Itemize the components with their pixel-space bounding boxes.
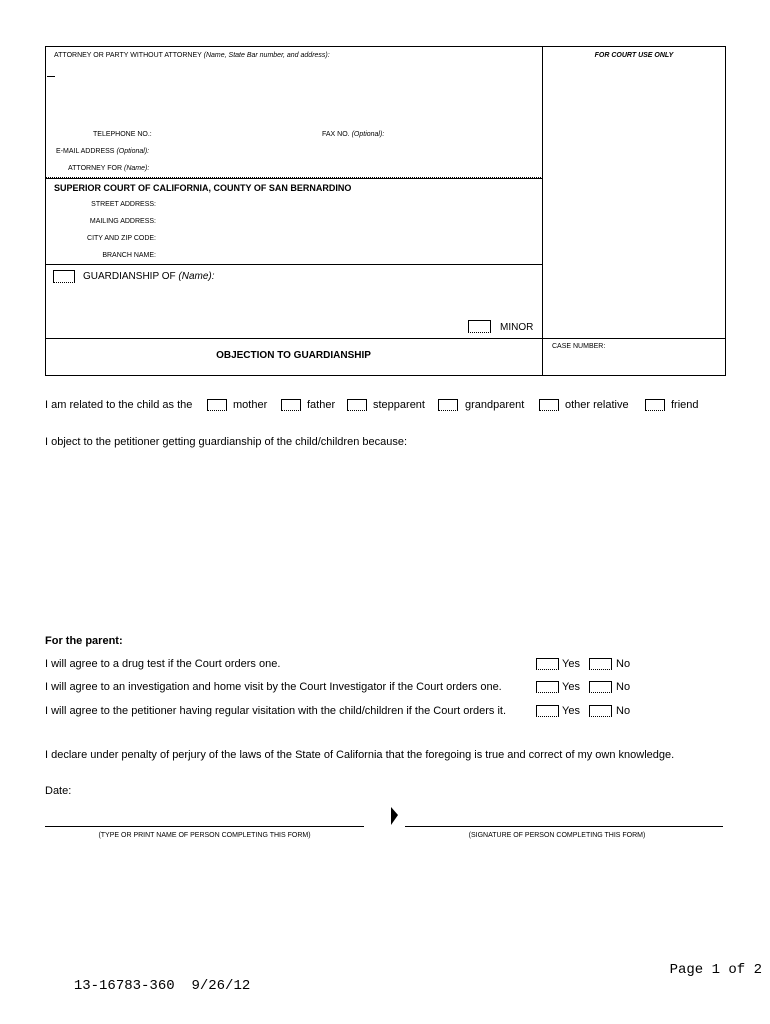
mailing-address-field[interactable] bbox=[160, 216, 538, 227]
court-use-label: FOR COURT USE ONLY bbox=[594, 52, 674, 59]
case-number-field[interactable] bbox=[548, 353, 720, 371]
mother-label: mother bbox=[233, 399, 268, 411]
guardianship-name-field[interactable] bbox=[220, 269, 538, 313]
city-zip-field[interactable] bbox=[160, 233, 538, 244]
fax-field[interactable] bbox=[393, 129, 538, 140]
parent-heading: For the parent: bbox=[45, 635, 123, 647]
friend-label: friend bbox=[671, 399, 699, 411]
printed-name-caption: (TYPE OR PRINT NAME OF PERSON COMPLETING THIS FORM) bbox=[98, 832, 311, 839]
drug-test-yes-label: Yes bbox=[562, 658, 580, 670]
visitation-no-label: No bbox=[616, 705, 631, 717]
signature-field[interactable] bbox=[405, 806, 723, 826]
drug-test-no-label: No bbox=[616, 658, 631, 670]
minor-label: MINOR bbox=[500, 322, 534, 333]
guardianship-checkbox[interactable] bbox=[53, 270, 75, 283]
visitation-yes-label: Yes bbox=[562, 705, 580, 717]
printed-name-field[interactable] bbox=[45, 806, 364, 826]
father-checkbox[interactable] bbox=[281, 399, 301, 411]
stepparent-checkbox[interactable] bbox=[347, 399, 367, 411]
drug-test-yes-checkbox[interactable] bbox=[536, 658, 559, 670]
form-id: 13-16783-360 bbox=[73, 978, 175, 994]
signature-caption: (SIGNATURE OF PERSON COMPLETING THIS FORM) bbox=[468, 832, 646, 839]
attorney-info-field[interactable] bbox=[48, 62, 538, 124]
branch-name-label: BRANCH NAME: bbox=[102, 252, 156, 259]
city-zip-label: CITY AND ZIP CODE: bbox=[87, 235, 156, 242]
signature-arrow-icon bbox=[389, 806, 401, 826]
form-date: 9/26/12 bbox=[191, 978, 251, 994]
objection-statement: I object to the petitioner getting guardianship of the child/children because: bbox=[45, 436, 408, 448]
telephone-label: TELEPHONE NO.: bbox=[93, 131, 152, 138]
home-visit-no-checkbox[interactable] bbox=[589, 681, 612, 693]
date-label: Date: bbox=[45, 785, 72, 797]
attorney-for-label: ATTORNEY FOR (Name): bbox=[68, 165, 150, 172]
father-label: father bbox=[307, 399, 336, 411]
form-footer-id bbox=[57, 962, 250, 994]
attorney-section-bottom bbox=[45, 178, 542, 179]
friend-checkbox[interactable] bbox=[645, 399, 665, 411]
grandparent-label: grandparent bbox=[465, 399, 525, 411]
case-number-label: CASE NUMBER: bbox=[552, 343, 606, 350]
objection-text-area[interactable] bbox=[45, 452, 725, 622]
telephone-field[interactable] bbox=[160, 129, 310, 140]
street-address-label: STREET ADDRESS: bbox=[91, 201, 156, 208]
email-label: E-MAIL ADDRESS (Optional): bbox=[56, 148, 150, 155]
relation-prompt: I am related to the child as the bbox=[45, 399, 193, 411]
stepparent-label: stepparent bbox=[373, 399, 425, 411]
page-number: Page 1 of 2 bbox=[669, 962, 762, 978]
visitation-yes-checkbox[interactable] bbox=[536, 705, 559, 717]
grandparent-checkbox[interactable] bbox=[438, 399, 458, 411]
other-relative-label: other relative bbox=[565, 399, 629, 411]
mother-checkbox[interactable] bbox=[207, 399, 227, 411]
home-visit-statement: I will agree to an investigation and home visit by the Court Investigator if the Court orders one. bbox=[45, 681, 502, 693]
date-field[interactable] bbox=[80, 783, 280, 797]
home-visit-yes-checkbox[interactable] bbox=[536, 681, 559, 693]
fax-label: FAX NO. (Optional): bbox=[322, 131, 385, 138]
attorney-for-field[interactable] bbox=[160, 163, 538, 174]
printed-name-line bbox=[45, 826, 364, 827]
guardianship-of-label: GUARDIANSHIP OF (Name): bbox=[83, 271, 215, 282]
visitation-statement: I will agree to the petitioner having regular visitation with the child/children if the Court orders it. bbox=[45, 705, 507, 717]
attorney-field-marker bbox=[47, 76, 55, 77]
signature-line bbox=[405, 826, 723, 827]
visitation-no-checkbox[interactable] bbox=[589, 705, 612, 717]
email-field[interactable] bbox=[160, 146, 538, 157]
branch-name-field[interactable] bbox=[160, 250, 538, 261]
party-section-bottom bbox=[45, 338, 725, 339]
attorney-label: ATTORNEY OR PARTY WITHOUT ATTORNEY (Name, State Bar number, and address): bbox=[54, 52, 330, 59]
caption-divider bbox=[542, 46, 543, 375]
home-visit-yes-label: Yes bbox=[562, 681, 580, 693]
attorney-for-dotted-line bbox=[46, 177, 541, 178]
form-title: OBJECTION TO GUARDIANSHIP bbox=[216, 350, 371, 361]
court-name: SUPERIOR COURT OF CALIFORNIA, COUNTY OF SAN BERNARDINO bbox=[54, 183, 352, 193]
home-visit-no-label: No bbox=[616, 681, 631, 693]
minor-checkbox[interactable] bbox=[468, 320, 491, 333]
mailing-address-label: MAILING ADDRESS: bbox=[89, 218, 156, 225]
perjury-declaration: I declare under penalty of perjury of the laws of the State of California that the foregoing is true and correct of my own knowledge. bbox=[45, 749, 675, 761]
drug-test-no-checkbox[interactable] bbox=[589, 658, 612, 670]
other-relative-checkbox[interactable] bbox=[539, 399, 559, 411]
drug-test-statement: I will agree to a drug test if the Court orders one. bbox=[45, 658, 281, 670]
street-address-field[interactable] bbox=[160, 199, 538, 210]
court-section-bottom bbox=[45, 264, 542, 265]
